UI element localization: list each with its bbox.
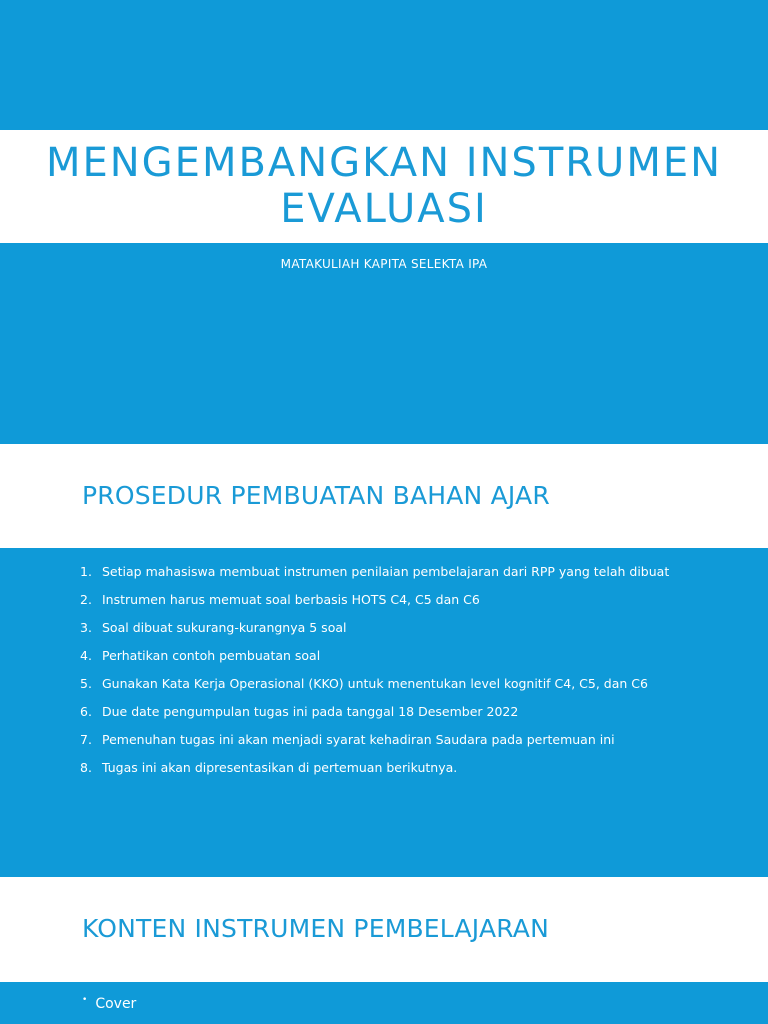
slide1-title <box>0 140 768 232</box>
slide1-title-line2: EVALUASI <box>280 186 488 232</box>
list-item-text: Gunakan Kata Kerja Operasional (KKO) untuk menentukan level kognitif C4, C5, dan C6 <box>102 676 648 691</box>
list-item-number: 8. <box>80 760 92 775</box>
slide1-subtitle: MATAKULIAH KAPITA SELEKTA IPA <box>280 257 488 271</box>
list-item-number: 2. <box>80 592 92 607</box>
list-item <box>80 563 700 580</box>
bullet-item-text: Cover <box>95 996 137 1012</box>
bullet-icon: • <box>82 995 88 1005</box>
list-item <box>80 647 700 664</box>
list-item <box>80 731 700 748</box>
slide2-title: PROSEDUR PEMBUATAN BAHAN AJAR <box>82 481 550 510</box>
list-item <box>80 759 700 776</box>
slide3-title: KONTEN INSTRUMEN PEMBELAJARAN <box>82 914 550 943</box>
list-item <box>80 675 700 692</box>
list-item-number: 5. <box>80 676 92 691</box>
list-item-number: 1. <box>80 564 92 579</box>
list-item <box>80 591 700 608</box>
list-item-text: Instrumen harus memuat soal berbasis HOTS C4, C5 dan C6 <box>102 592 480 607</box>
list-item-text: Tugas ini akan dipresentasikan di pertemuan berikutnya. <box>102 760 458 775</box>
list-item <box>80 619 700 636</box>
list-item-text: Due date pengumpulan tugas ini pada tanggal 18 Desember 2022 <box>102 704 519 719</box>
list-item-number: 3. <box>80 620 92 635</box>
list-item-number: 6. <box>80 704 92 719</box>
list-item <box>80 703 700 720</box>
slide1-title-line1: MENGEMBANGKAN INSTRUMEN <box>45 140 723 186</box>
list-item-text: Perhatikan contoh pembuatan soal <box>102 648 321 663</box>
slide1-top-band <box>0 0 768 130</box>
list-item-text: Soal dibuat sukurang-kurangnya 5 soal <box>102 620 347 635</box>
list-item-text: Pemenuhan tugas ini akan menjadi syarat kehadiran Saudara pada pertemuan ini <box>102 732 615 747</box>
slide1-bottom-band <box>0 243 768 444</box>
slide3-bullet-item <box>82 996 136 1012</box>
list-item-text: Setiap mahasiswa membuat instrumen penilaian pembelajaran dari RPP yang telah dibuat <box>102 564 670 579</box>
procedure-list <box>80 563 700 787</box>
list-item-number: 4. <box>80 648 92 663</box>
list-item-number: 7. <box>80 732 92 747</box>
